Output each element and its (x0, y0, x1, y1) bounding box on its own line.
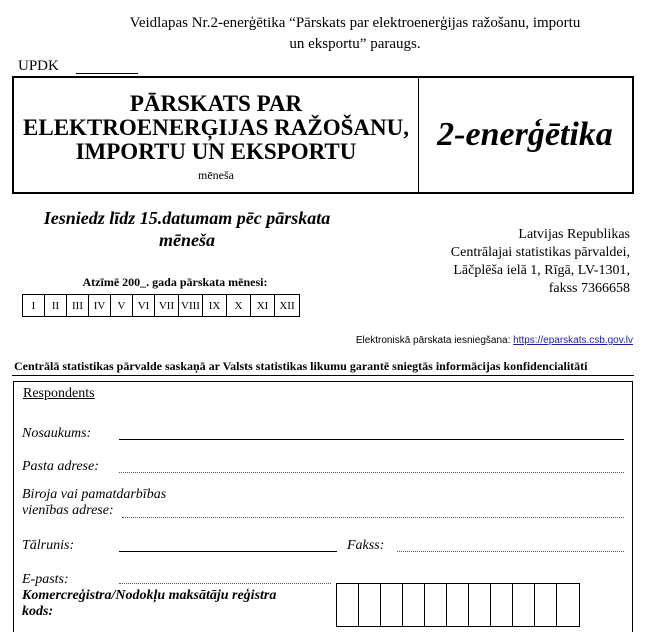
recipient-address (400, 226, 630, 298)
respondent-section-title: Respondents (23, 386, 95, 401)
month-cell[interactable]: X (227, 295, 251, 316)
month-cell[interactable]: IV (89, 295, 111, 316)
respondent-section (13, 381, 633, 632)
form-title-panel (14, 78, 419, 192)
email-label: E-pasts: (22, 572, 69, 587)
submission-deadline (22, 207, 352, 251)
postal-address-field[interactable] (119, 472, 624, 473)
confidentiality-notice: Centrālā statistikas pārvalde saskaņā ar Valsts statistikas likumu garantē sniegtās informācijas konfidencialitāti (14, 359, 588, 373)
registration-code-label-line-1: Komercreģistra/Nodokļu maksātāju reģistra (22, 588, 277, 603)
form-title-line-3: IMPORTU UN EKSPORTU (75, 139, 357, 164)
form-title-box (12, 76, 634, 194)
form-title-line-2: ELEKTROENERĢIJAS RAŽOŠANU, (23, 115, 409, 140)
office-address-label-line-1: Biroja vai pamatdarbības (22, 487, 167, 502)
registration-code-cell[interactable] (381, 584, 403, 626)
registration-code-cell[interactable] (491, 584, 513, 626)
deadline-line-1: Iesniedz līdz 15.datumam pēc pārskata (43, 208, 331, 228)
recipient-line-4: fakss 7366658 (548, 281, 630, 296)
month-cell[interactable]: VII (155, 295, 179, 316)
month-mark-label: Atzīmē 200_. gada pārskata mēnesi: (82, 275, 268, 289)
registration-code-cell[interactable] (337, 584, 359, 626)
registration-code-cell[interactable] (513, 584, 535, 626)
form-sample-heading-line-2: un eksportu” paraugs. (289, 36, 421, 52)
month-cell[interactable]: IX (203, 295, 227, 316)
registration-code-grid (336, 583, 580, 627)
postal-address-label: Pasta adrese: (22, 459, 99, 474)
registration-code-cell[interactable] (447, 584, 469, 626)
email-field[interactable] (119, 583, 331, 584)
month-cell[interactable]: I (23, 295, 45, 316)
name-label: Nosaukums: (22, 426, 92, 441)
month-selector (22, 294, 300, 317)
form-title-line-1: PĀRSKATS PAR (129, 91, 303, 116)
office-address-label-line-2: vienības adrese: (22, 503, 114, 518)
month-cell[interactable]: II (45, 295, 67, 316)
registration-code-cell[interactable] (535, 584, 557, 626)
month-cell[interactable]: VIII (179, 295, 203, 316)
month-cell[interactable]: VI (133, 295, 155, 316)
updk-entry-line[interactable] (76, 73, 138, 74)
form-title (14, 92, 418, 164)
form-sample-heading-line-1: Veidlapas Nr.2-enerģētika “Pārskats par elektroenerģijas ražošanu, importu (129, 15, 581, 31)
electronic-submission-link[interactable]: https://eparskats.csb.gov.lv (513, 335, 633, 346)
registration-code-label-line-2: kods: (22, 604, 54, 619)
deadline-line-2: mēneša (159, 230, 215, 250)
electronic-submission-label: Elektroniskā pārskata iesniegšana: (355, 335, 511, 346)
updk-label: UPDK (18, 58, 59, 74)
name-field[interactable] (119, 439, 624, 440)
recipient-line-2: Centrālajai statistikas pārvaldei, (450, 245, 630, 260)
electronic-submission (250, 335, 633, 346)
month-cell[interactable]: XII (279, 299, 295, 312)
phone-field[interactable] (119, 551, 337, 552)
registration-code-cell[interactable] (359, 584, 381, 626)
recipient-line-3: Lāčplēša ielā 1, Rīgā, LV-1301, (453, 263, 630, 278)
month-cell[interactable]: III (67, 295, 89, 316)
phone-label: Tālrunis: (22, 538, 75, 553)
month-cell[interactable]: XI (251, 295, 275, 316)
month-cell[interactable]: V (111, 295, 133, 316)
fax-label: Fakss: (347, 538, 385, 553)
fax-field[interactable] (397, 551, 624, 552)
registration-code-cell[interactable] (469, 584, 491, 626)
office-address-field[interactable] (122, 517, 624, 518)
form-code: 2-enerģētika (437, 116, 613, 153)
registration-code-cell[interactable] (425, 584, 447, 626)
form-period: mēneša (198, 168, 234, 182)
divider (12, 375, 634, 376)
registration-code-cell[interactable] (403, 584, 425, 626)
registration-code-cell[interactable] (557, 584, 579, 626)
recipient-line-1: Latvijas Republikas (518, 227, 630, 242)
